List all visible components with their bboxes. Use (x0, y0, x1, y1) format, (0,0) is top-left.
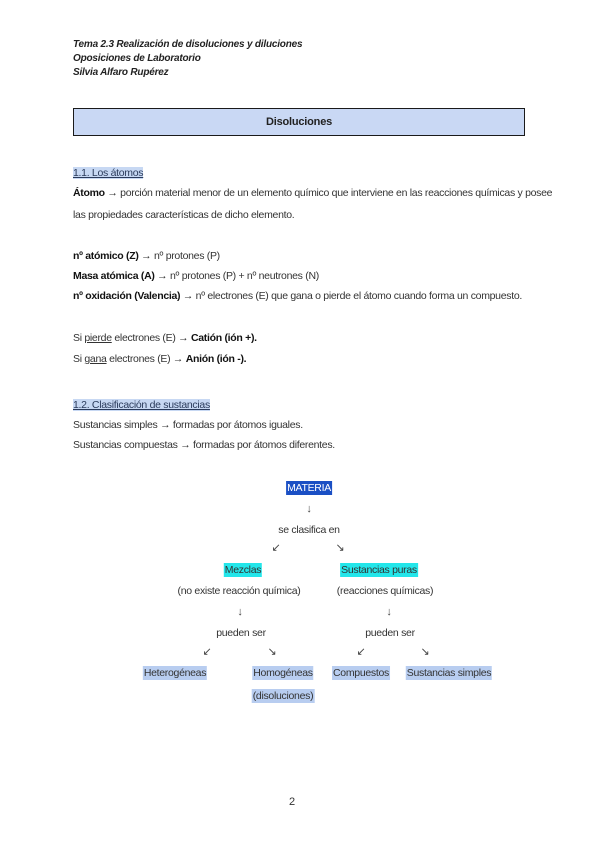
tree-disoluciones: (disoluciones) (252, 690, 314, 702)
heading-atoms: 1.1. Los átomos (73, 167, 144, 179)
tree-sustancias-simples: Sustancias simples (406, 667, 492, 679)
tree-puras-note: (reacciones químicas) (336, 585, 434, 597)
tree-down-arrow-right: ↓ (386, 606, 392, 618)
tree-down-arrow: ↓ (306, 503, 312, 515)
tree-pueden-ser-right: pueden ser (365, 627, 415, 639)
tree-arrow-right-3: ↘ (420, 646, 430, 658)
section-title: Disoluciones (265, 116, 333, 128)
tree-arrow-left-2: ↙ (202, 646, 212, 658)
page-number: 2 (288, 796, 296, 808)
tree-compuestos: Compuestos (333, 667, 389, 679)
tree-down-arrow-left: ↓ (237, 606, 243, 618)
cation-line: Si pierde electrones (E) → Catión (ión +). (73, 332, 257, 344)
atomic-mass-line: Masa atómica (A) → nº protones (P) + nº neutrones (N) (73, 270, 319, 282)
atomo-definition-line2: las propiedades características de dicho elemento. (73, 209, 295, 221)
compound-substances-line: Sustancias compuestas → formadas por átomos diferentes. (73, 439, 335, 451)
tree-heterogeneas: Heterogéneas (143, 667, 207, 679)
document-header (73, 38, 302, 80)
header-course: Oposiciones de Laboratorio (73, 53, 201, 64)
anion-line: Si gana electrones (E) → Anión (ión -). (73, 353, 247, 365)
tree-root-materia: MATERIA (287, 482, 331, 494)
header-author: Silvia Alfaro Rupérez (73, 67, 169, 78)
oxidation-number-line: nº oxidación (Valencia) → nº electrones (E) que gana o pierde el átomo cuando forma un compuesto. (73, 290, 522, 302)
tree-arrow-left: ↙ (271, 542, 281, 554)
tree-mezclas: Mezclas (224, 564, 262, 576)
tree-arrow-right-2: ↘ (267, 646, 277, 658)
header-topic: Tema 2.3 Realización de disoluciones y diluciones (73, 39, 303, 50)
tree-se-clasifica: se clasifica en (278, 524, 340, 536)
atomic-number-line: nº atómico (Z) → nº protones (P) (73, 250, 220, 262)
section-title-box (73, 108, 525, 136)
atomo-definition-line1: Átomo → porción material menor de un elemento químico que interviene en las reacciones químicas y posee (73, 187, 553, 199)
tree-arrow-left-3: ↙ (356, 646, 366, 658)
heading-classification: 1.2. Clasificación de sustancias (73, 399, 210, 411)
simple-substances-line: Sustancias simples → formadas por átomos iguales. (73, 419, 303, 431)
tree-sustancias-puras: Sustancias puras (341, 564, 417, 576)
tree-homogeneas: Homogéneas (253, 667, 313, 679)
tree-mezclas-note: (no existe reacción química) (177, 585, 301, 597)
tree-arrow-right: ↘ (335, 542, 345, 554)
tree-pueden-ser-left: pueden ser (216, 627, 266, 639)
